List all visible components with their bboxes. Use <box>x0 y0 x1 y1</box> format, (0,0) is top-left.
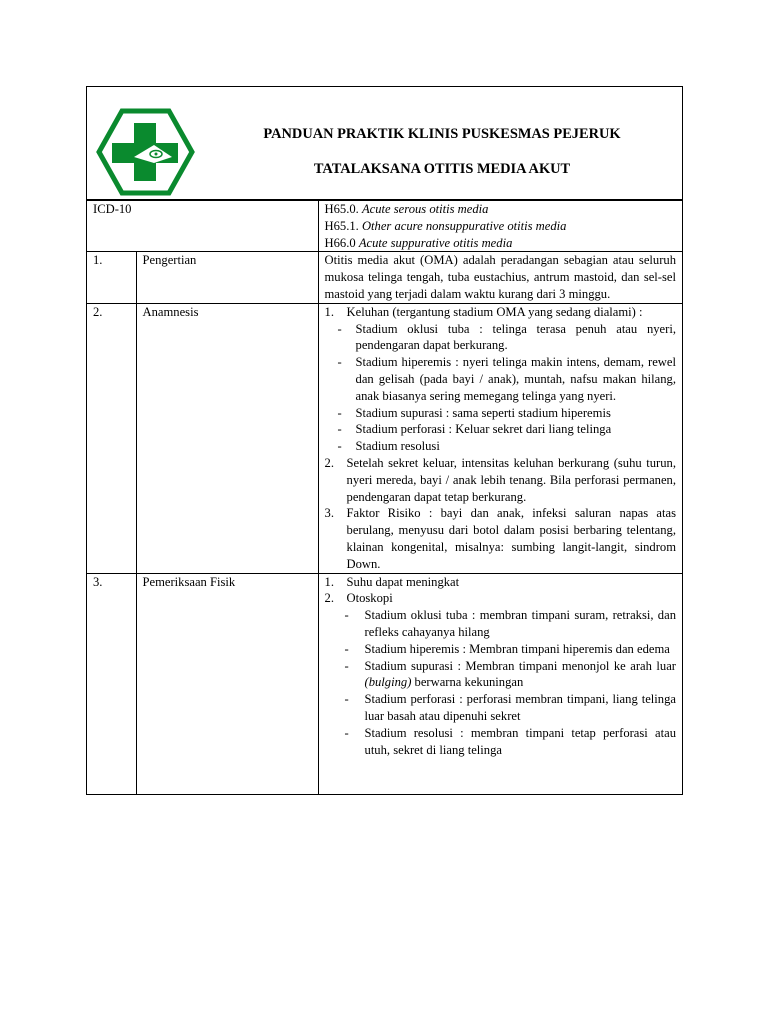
row-number: 2. <box>87 303 136 573</box>
row-label: Pemeriksaan Fisik <box>136 573 318 794</box>
list-item: - Stadium oklusi tuba : telinga terasa penuh atau nyeri, pendengaran dapat berkurang. <box>337 321 676 353</box>
table-row-anamnesis <box>87 303 682 573</box>
list-item: - Stadium resolusi <box>337 439 440 454</box>
icd-code-line: H65.0. Acute serous otitis media <box>324 202 489 216</box>
list-item: - Stadium supurasi : sama seperti stadium hiperemis <box>337 405 611 420</box>
row-number: 1. <box>87 252 136 303</box>
list-item: - Stadium oklusi tuba : membran timpani suram, retraksi, dan refleks cahayanya hilang <box>344 608 676 639</box>
list-item: - Stadium hiperemis : nyeri telinga makin intens, demam, rewel dan gelisah (pada bayi / anak), muntah, nafsu makan hilang, anak biasanya sering memegang telinga yang nyeri. <box>337 355 676 403</box>
pemeriksaan-fisik-content <box>318 573 682 794</box>
document-subtitle: TATALAKSANA OTITIS MEDIA AKUT <box>313 161 571 177</box>
list-item: 1. Suhu dapat meningkat <box>324 574 460 589</box>
list-item: 3. Faktor Risiko : bayi dan anak, infeksi saluran napas atas berulang, menyusu dari botol dalam posisi berbaring telentang, klainan kongenital, misalnya: sumbing langit-langit, sindrom Down. <box>324 506 676 571</box>
list-item: 2. Otoskopi <box>324 591 393 606</box>
guideline-table <box>87 200 682 794</box>
list-item: - Stadium supurasi : Membran timpani menonjol ke arah luar (bulging) berwarna kekuningan <box>344 658 676 690</box>
list-item: - Stadium perforasi : perforasi membran timpani, liang telinga luar basah atau dipenuhi sekret <box>344 692 676 723</box>
row-label: Anamnesis <box>136 303 318 573</box>
icd-code-line: H65.1. Other acure nonsuppurative otitis media <box>324 218 567 233</box>
puskesmas-logo-icon <box>94 107 197 197</box>
table-row-icd <box>87 201 682 252</box>
anamnesis-content <box>318 303 682 573</box>
list-item: - Stadium perforasi : Keluar sekret dari liang telinga <box>337 422 612 437</box>
icd-codes <box>318 201 682 252</box>
icd-code-line: H66.0 Acute suppurative otitis media <box>324 235 513 250</box>
row-number: 3. <box>87 573 136 794</box>
list-item: - Stadium hiperemis : Membran timpani hiperemis dan edema <box>344 641 670 656</box>
table-row-pengertian <box>87 252 682 303</box>
table-row-pemeriksaan-fisik <box>87 573 682 794</box>
list-item: 2. Setelah sekret keluar, intensitas keluhan berkurang (suhu turun, nyeri mereda, bayi / anak lebih tenang. Bila perforasi permanen, pendengaran dapat tetap berkurang. <box>324 455 676 504</box>
list-item: - Stadium resolusi : membran timpani tetap perforasi atau utuh, sekret di liang telinga <box>344 725 676 757</box>
document-header <box>87 87 682 200</box>
document-table <box>86 86 683 795</box>
pengertian-text: Otitis media akut (OMA) adalah peradangan sebagian atau seluruh mukosa telinga tengah, tuba eustachius, antrum mastoid, dan sel-sel mastoid yang terjadi dalam waktu kurang dari 3 minggu. <box>318 252 682 303</box>
document-title: PANDUAN PRAKTIK KLINIS PUSKESMAS PEJERUK <box>263 126 621 142</box>
icd-label: ICD-10 <box>87 201 318 252</box>
row-label: Pengertian <box>136 252 318 303</box>
list-item: 1. Keluhan (tergantung stadium OMA yang sedang dialami) : <box>324 304 643 319</box>
